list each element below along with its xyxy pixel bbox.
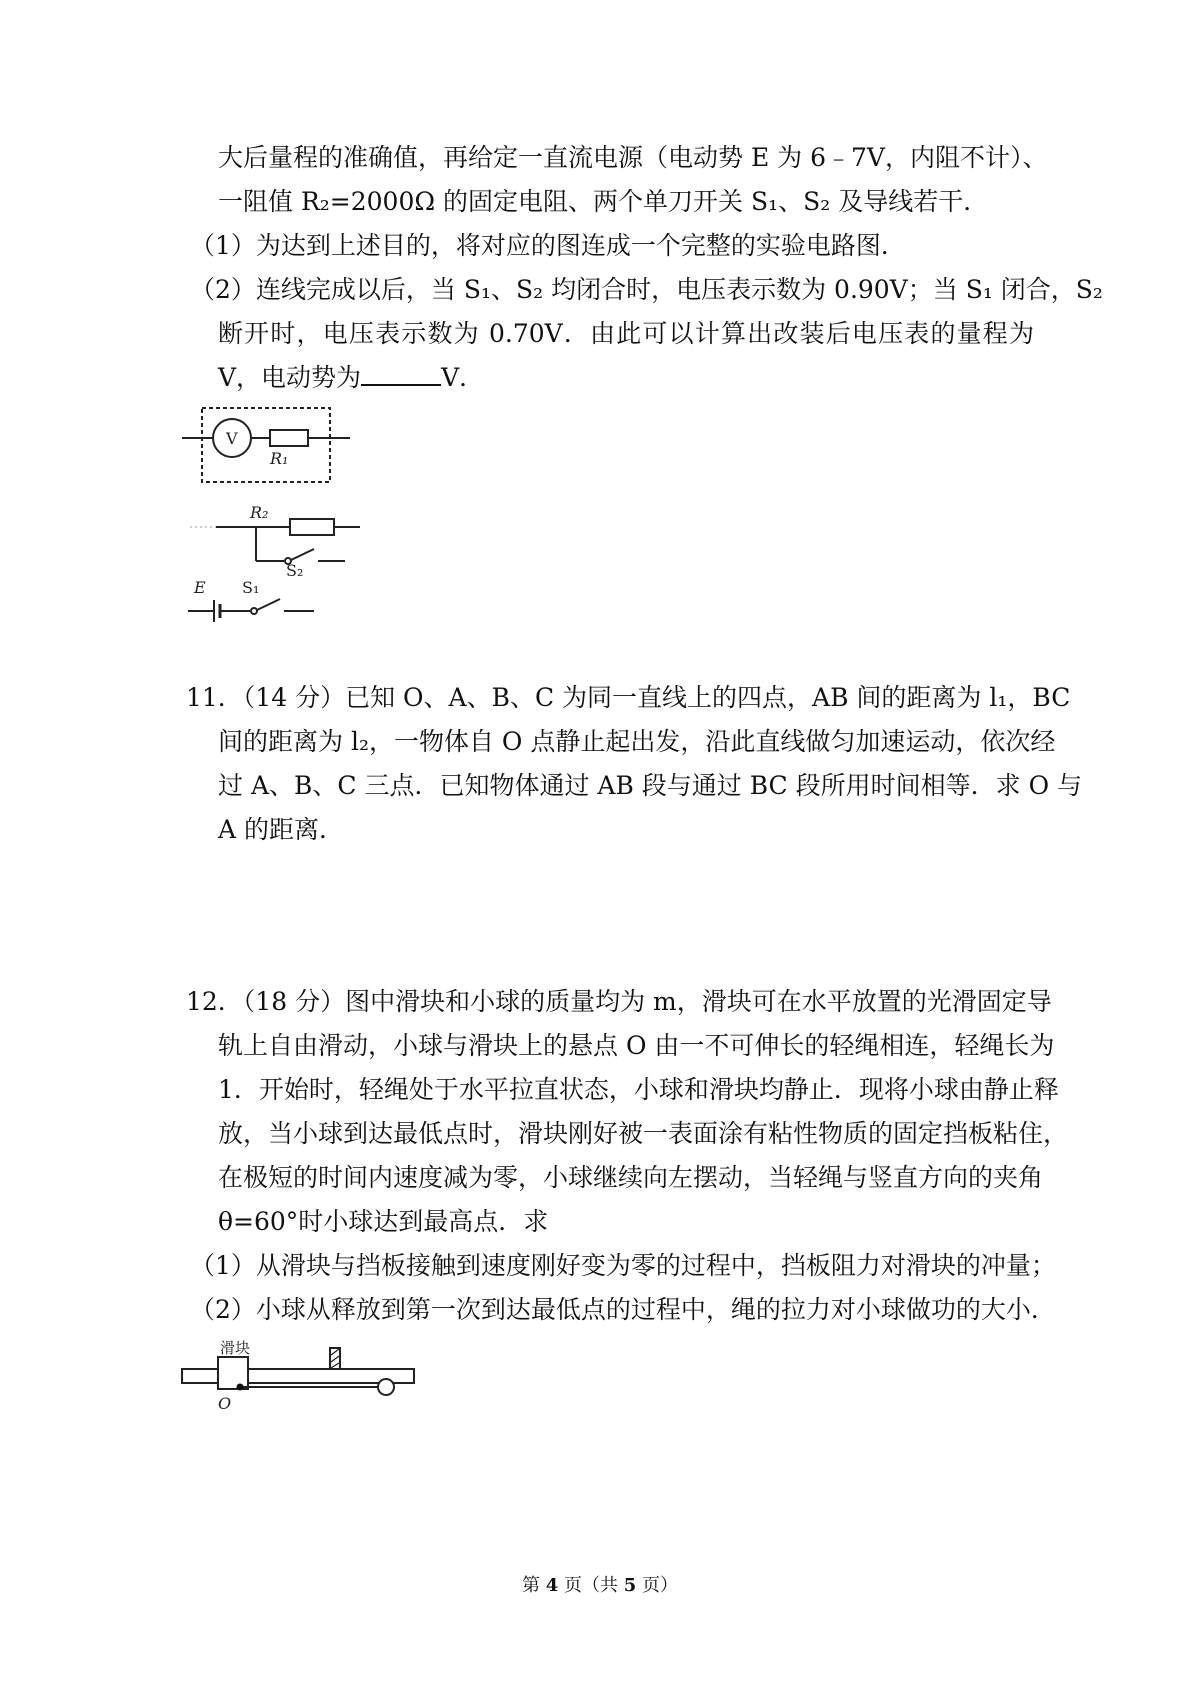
footer-text: 第 <box>522 1575 546 1596</box>
page-footer <box>0 1571 1200 1597</box>
q10-part1: （1）为达到上述目的，将对应的图连成一个完整的实验电路图． <box>190 231 906 260</box>
slider-block <box>218 1357 248 1389</box>
q12-text-line: 在极短的时间内速度减为零，小球继续向左摆动，当轻绳与竖直方向的夹角 <box>218 1163 1044 1192</box>
q11-text-line: 11．（14 分）已知 O、A、B、C 为同一直线上的四点，AB 间的距离为 l₁，BC <box>186 683 1071 712</box>
q12-text-line: 12．（18 分）图中滑块和小球的质量均为 m，滑块可在水平放置的光滑固定导 <box>186 987 1052 1016</box>
q10-text-line: 大后量程的准确值，再给定一直流电源（电动势 E 为 6﹣7V，内阻不计）、 <box>218 143 1048 172</box>
voltmeter-dashed-box <box>202 408 330 482</box>
footer-total-pages: 5 <box>623 1575 637 1596</box>
q10-part2-line: 断开时，电压表示数为 0.70V．由此可以计算出改装后电压表的量程为 <box>218 319 1034 348</box>
slider-figure <box>180 1335 430 1427</box>
switch-s1-icon <box>251 608 257 614</box>
footer-text: 页（共 <box>558 1575 624 1596</box>
r1-label: R₁ <box>270 449 289 468</box>
s1-label: S₁ <box>242 578 260 597</box>
q12-part2: （2）小球从释放到第一次到达最低点的过程中，绳的拉力对小球做功的大小． <box>190 1295 1056 1324</box>
q12-text-line: 1．开始时，轻绳处于水平拉直状态，小球和滑块均静止．现将小球由静止释 <box>218 1075 1059 1104</box>
q12-text-line: θ=60°时小球达到最高点．求 <box>218 1207 549 1236</box>
q11-text-line: 间的距离为 l₂，一物体自 O 点静止起出发，沿此直线做匀加速运动，依次经 <box>218 727 1056 756</box>
footer-text: 页） <box>636 1575 678 1596</box>
voltmeter-label: V <box>226 429 238 448</box>
q11-text-line: A 的距离． <box>218 815 345 844</box>
ball-icon <box>378 1379 394 1395</box>
pivot-point-icon <box>237 1384 244 1391</box>
q12-part1: （1）从滑块与挡板接触到速度刚好变为零的过程中，挡板阻力对滑块的冲量； <box>190 1251 1056 1280</box>
s2-label: S₂ <box>286 561 304 580</box>
resistor-r1-icon <box>270 430 308 446</box>
slider-label: 滑块 <box>220 1339 251 1357</box>
q10-part2-text: V，电动势为 <box>218 363 362 392</box>
q12-text-line: 轨上自由滑动，小球与滑块上的悬点 O 由一不可伸长的轻绳相连，轻绳长为 <box>218 1031 1055 1060</box>
q12-text-line: 放，当小球到达最低点时，滑块刚好被一表面涂有粘性物质的固定挡板粘住， <box>218 1119 1069 1148</box>
q10-part2-text: V． <box>441 363 485 392</box>
answer-blank <box>361 362 441 386</box>
circuit-figure <box>180 400 360 690</box>
q10-text-line: 一阻值 R₂=2000Ω 的固定电阻、两个单刀开关 S₁、S₂ 及导线若干． <box>218 187 989 216</box>
r2-label: R₂ <box>250 503 269 522</box>
q10-part2-line <box>218 361 484 395</box>
q10-part2-line: （2）连线完成以后，当 S₁、S₂ 均闭合时，电压表示数为 0.90V；当 S₁ 闭合，S₂ <box>190 275 1103 304</box>
resistor-r2-icon <box>290 519 334 535</box>
guide-rail <box>182 1369 414 1383</box>
pivot-o-label: O <box>218 1394 232 1413</box>
e-label: E <box>194 578 206 597</box>
q11-text-line: 过 A、B、C 三点．已知物体通过 AB 段与通过 BC 段所用时间相等．求 O 与 <box>218 771 1083 800</box>
footer-page-number: 4 <box>545 1575 559 1596</box>
